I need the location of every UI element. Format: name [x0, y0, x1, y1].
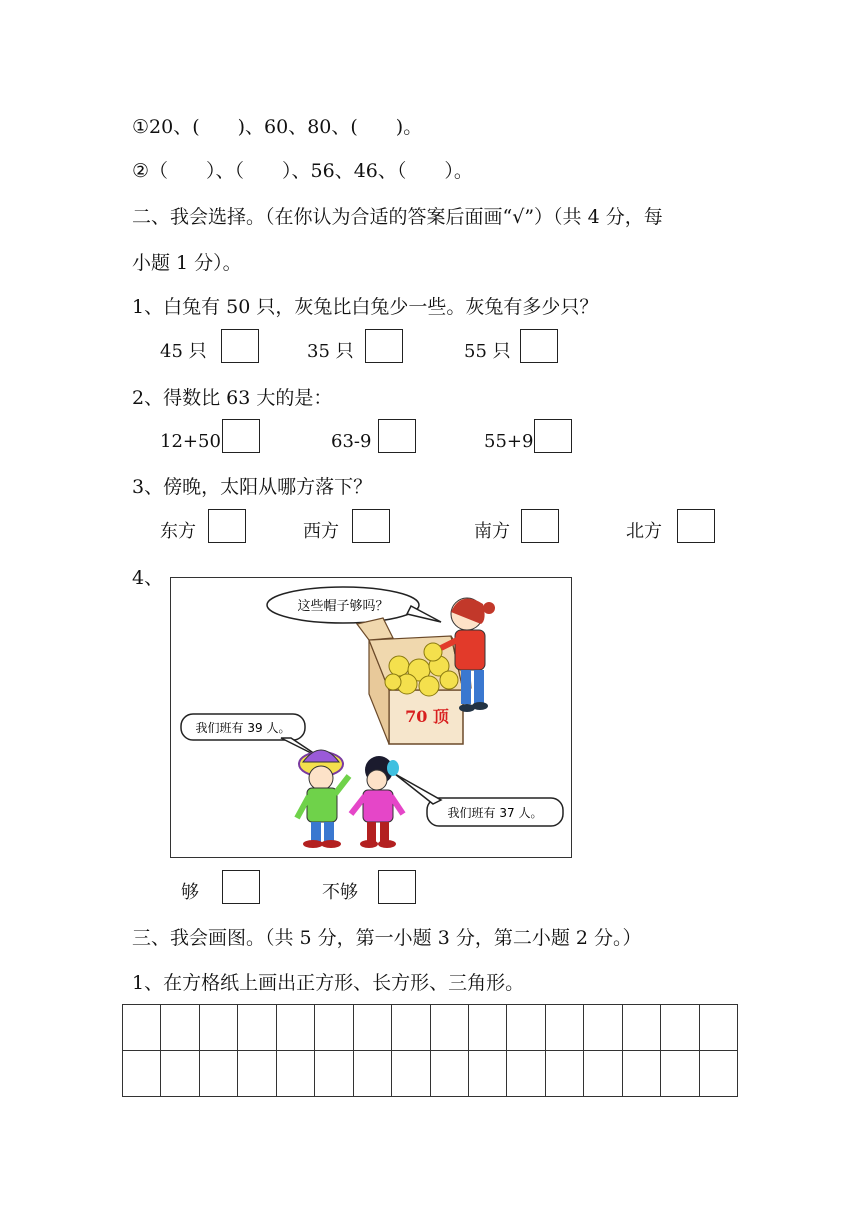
q1-option-b-label: 35 只 [307, 341, 354, 362]
grid-cell[interactable] [392, 1005, 430, 1051]
grid-cell[interactable] [661, 1005, 699, 1051]
grid-cell[interactable] [584, 1005, 622, 1051]
speech-bubble-right [395, 774, 563, 826]
grid-cell[interactable] [277, 1051, 315, 1097]
grid-cell[interactable] [431, 1051, 469, 1097]
q4-option-a-checkbox[interactable] [222, 870, 260, 904]
grid-cell[interactable] [315, 1051, 353, 1097]
q3-option-d-label: 北方 [626, 521, 662, 542]
q2-option-b-label: 63-9 [331, 431, 372, 452]
grid-cell[interactable] [546, 1051, 584, 1097]
grid-cell[interactable] [123, 1051, 161, 1097]
q4-option-b-label: 不够 [322, 882, 358, 903]
speech-bubble-top [267, 587, 441, 623]
grid-cell[interactable] [469, 1005, 507, 1051]
question-1-text: 1、白兔有 50 只，灰兔比白兔少一些。灰兔有多少只？ [132, 296, 599, 318]
grid-cell[interactable] [200, 1005, 238, 1051]
q2-option-b-checkbox[interactable] [378, 419, 416, 453]
grid-cell[interactable] [354, 1051, 392, 1097]
grid-cell[interactable] [238, 1005, 276, 1051]
q1-option-b-checkbox[interactable] [365, 329, 403, 363]
grid-cell[interactable] [623, 1051, 661, 1097]
section-3-title: 三、我会画图。（共 5 分，第一小题 3 分，第二小题 2 分。） [132, 927, 642, 949]
q3-option-c-checkbox[interactable] [521, 509, 559, 543]
grid-cell[interactable] [392, 1051, 430, 1097]
question-3-text: 3、傍晚，太阳从哪方落下？ [132, 476, 373, 498]
q1-option-c-checkbox[interactable] [520, 329, 558, 363]
section-2-title: 二、我会选择。（在你认为合适的答案后面画“√”）（共 4 分，每 [132, 206, 663, 228]
grid-cell[interactable] [546, 1005, 584, 1051]
grid-cell[interactable] [661, 1051, 699, 1097]
q3-option-a-label: 东方 [160, 521, 196, 542]
question-4-label: 4、 [132, 567, 164, 589]
q3-option-d-checkbox[interactable] [677, 509, 715, 543]
grid-cell[interactable] [354, 1005, 392, 1051]
girl-small-figure [351, 756, 403, 848]
q4-option-b-checkbox[interactable] [378, 870, 416, 904]
grid-cell[interactable] [277, 1005, 315, 1051]
grid-cell[interactable] [123, 1005, 161, 1051]
q2-option-c-label: 55+9 [484, 431, 534, 452]
boy-figure [297, 750, 349, 848]
grid-cell[interactable] [161, 1005, 199, 1051]
grid-cell[interactable] [507, 1005, 545, 1051]
bubble-top-text: 这些帽子够吗？ [297, 599, 389, 614]
q3-option-a-checkbox[interactable] [208, 509, 246, 543]
bubble-left-text: 我们班有 39 人。 [195, 721, 291, 735]
q2-option-a-label: 12+50 [160, 431, 221, 452]
q1-option-c-label: 55 只 [464, 341, 511, 362]
bubble-right-text: 我们班有 37 人。 [447, 806, 543, 820]
q2-option-c-checkbox[interactable] [534, 419, 572, 453]
grid-cell[interactable] [700, 1051, 738, 1097]
q4-option-a-label: 够 [181, 882, 199, 903]
section-3-question-1: 1、在方格纸上画出正方形、长方形、三角形。 [132, 972, 525, 994]
grid-cell[interactable] [431, 1005, 469, 1051]
grid-cell[interactable] [623, 1005, 661, 1051]
grid-cell[interactable] [700, 1005, 738, 1051]
sequence-item-2: ②（ ）、（ ）、56、46、（ ）。 [132, 160, 473, 182]
drawing-grid[interactable] [122, 1004, 738, 1097]
q1-option-a-checkbox[interactable] [221, 329, 259, 363]
grid-cell[interactable] [315, 1005, 353, 1051]
box-label: 70 顶 [405, 707, 449, 726]
grid-cell[interactable] [161, 1051, 199, 1097]
q3-option-b-checkbox[interactable] [352, 509, 390, 543]
q3-option-b-label: 西方 [303, 521, 339, 542]
speech-bubble-left [181, 714, 321, 758]
grid-cell[interactable] [238, 1051, 276, 1097]
hats-illustration [170, 577, 572, 858]
q3-option-c-label: 南方 [474, 521, 510, 542]
q2-option-a-checkbox[interactable] [222, 419, 260, 453]
grid-cell[interactable] [469, 1051, 507, 1097]
hat-box [357, 618, 471, 744]
sequence-item-1: ①20、( )、60、80、( )。 [132, 116, 423, 138]
q1-option-a-label: 45 只 [160, 341, 207, 362]
grid-cell[interactable] [584, 1051, 622, 1097]
grid-cell[interactable] [200, 1051, 238, 1097]
grid-cell[interactable] [507, 1051, 545, 1097]
question-2-text: 2、得数比 63 大的是： [132, 387, 333, 409]
section-2-title-cont: 小题 1 分）。 [132, 252, 242, 274]
